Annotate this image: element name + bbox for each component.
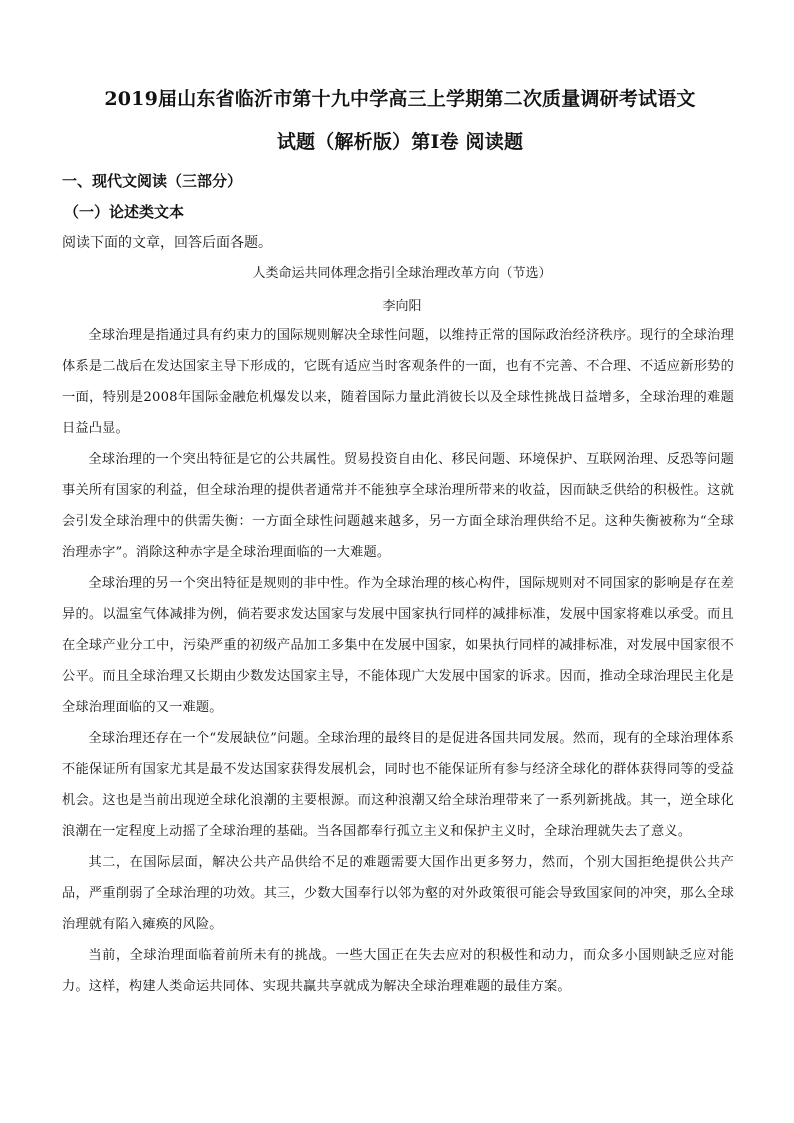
article-paragraph: 全球治理的一个突出特征是它的公共属性。贸易投资自由化、移民问题、环境保护、互联网治理、反恐等问题事关所有国家的利益，但全球治理的提供者通常并不能独享全球治理所带来的收益，因而缺乏供给的积极性。这就会引发全球治理中的供需失衡：一方面全球性问题越来越多，另一方面全球治理供给不足。这种失衡被称为“全球治理赤字”。消除这种赤字是全球治理面临的一大难题。 <box>62 452 734 560</box>
article-author: 李向阳 <box>382 299 422 314</box>
article-paragraph: 当前，全球治理面临着前所未有的挑战。一些大国正在失去应对的积极性和动力，而众多小国则缺乏应对能力。这样，构建人类命运共同体、实现共赢共享就成为解决全球治理难题的最佳方案。 <box>62 948 734 994</box>
reading-instruction: 阅读下面的文章，回答后面各题。 <box>62 235 272 251</box>
article-paragraph: 全球治理是指通过具有约束力的国际规则解决全球性问题，以维持正常的国际政治经济秩序。现行的全球治理体系是二战后在发达国家主导下形成的，它既有适应当时客观条件的一面，也有不完善、不合理、不适应新形势的一面，特别是2008年国际金融危机爆发以来，随着国际力量此消彼长以及全球性挑战日益增多，全球治理的难题日益凸显。 <box>62 328 734 436</box>
article-body <box>62 320 734 1002</box>
document-title-line2: 试题（解析版）第Ⅰ卷 阅读题 <box>276 131 524 153</box>
subsection-heading: （一）论述类文本 <box>64 203 185 221</box>
section-heading: 一、现代文阅读（三部分） <box>62 172 243 190</box>
article-paragraph: 其二，在国际层面，解决公共产品供给不足的难题需要大国作出更多努力，然而，个别大国拒绝提供公共产品，严重削弱了全球治理的功效。其三，少数大国奉行以邻为壑的对外政策很可能会导致国家间的冲突，那么全球治理就有陷入瘫痪的风险。 <box>62 855 734 932</box>
document-title-line1: 2019届山东省临沂市第十九中学高三上学期第二次质量调研考试语文 <box>104 88 696 110</box>
article-paragraph: 全球治理还存在一个“发展缺位”问题。全球治理的最终目的是促进各国共同发展。然而，现有的全球治理体系不能保证所有国家尤其是最不发达国家获得发展机会，同时也不能保证所有参与经济全球化的群体获得同等的受益机会。这也是当前出现逆全球化浪潮的主要根源。而这种浪潮又给全球治理带来了一系列新挑战。其一，逆全球化浪潮在一定程度上动摇了全球治理的基础。当各国都奉行孤立主义和保护主义时，全球治理就失去了意义。 <box>62 731 734 839</box>
article-paragraph: 全球治理的另一个突出特征是规则的非中性。作为全球治理的核心构件，国际规则对不同国家的影响是存在差异的。以温室气体减排为例，倘若要求发达国家与发展中国家执行同样的减排标准，发展中国家将难以承受。而且在全球产业分工中，污染严重的初级产品加工多集中在发展中国家，如果执行同样的减排标准，对发展中国家很不公平。而且全球治理又长期由少数发达国家主导，不能体现广大发展中国家的诉求。因而，推动全球治理民主化是全球治理面临的又一难题。 <box>62 576 734 715</box>
article-title: 人类命运共同体理念指引全球治理改革方向（节选） <box>252 266 552 281</box>
